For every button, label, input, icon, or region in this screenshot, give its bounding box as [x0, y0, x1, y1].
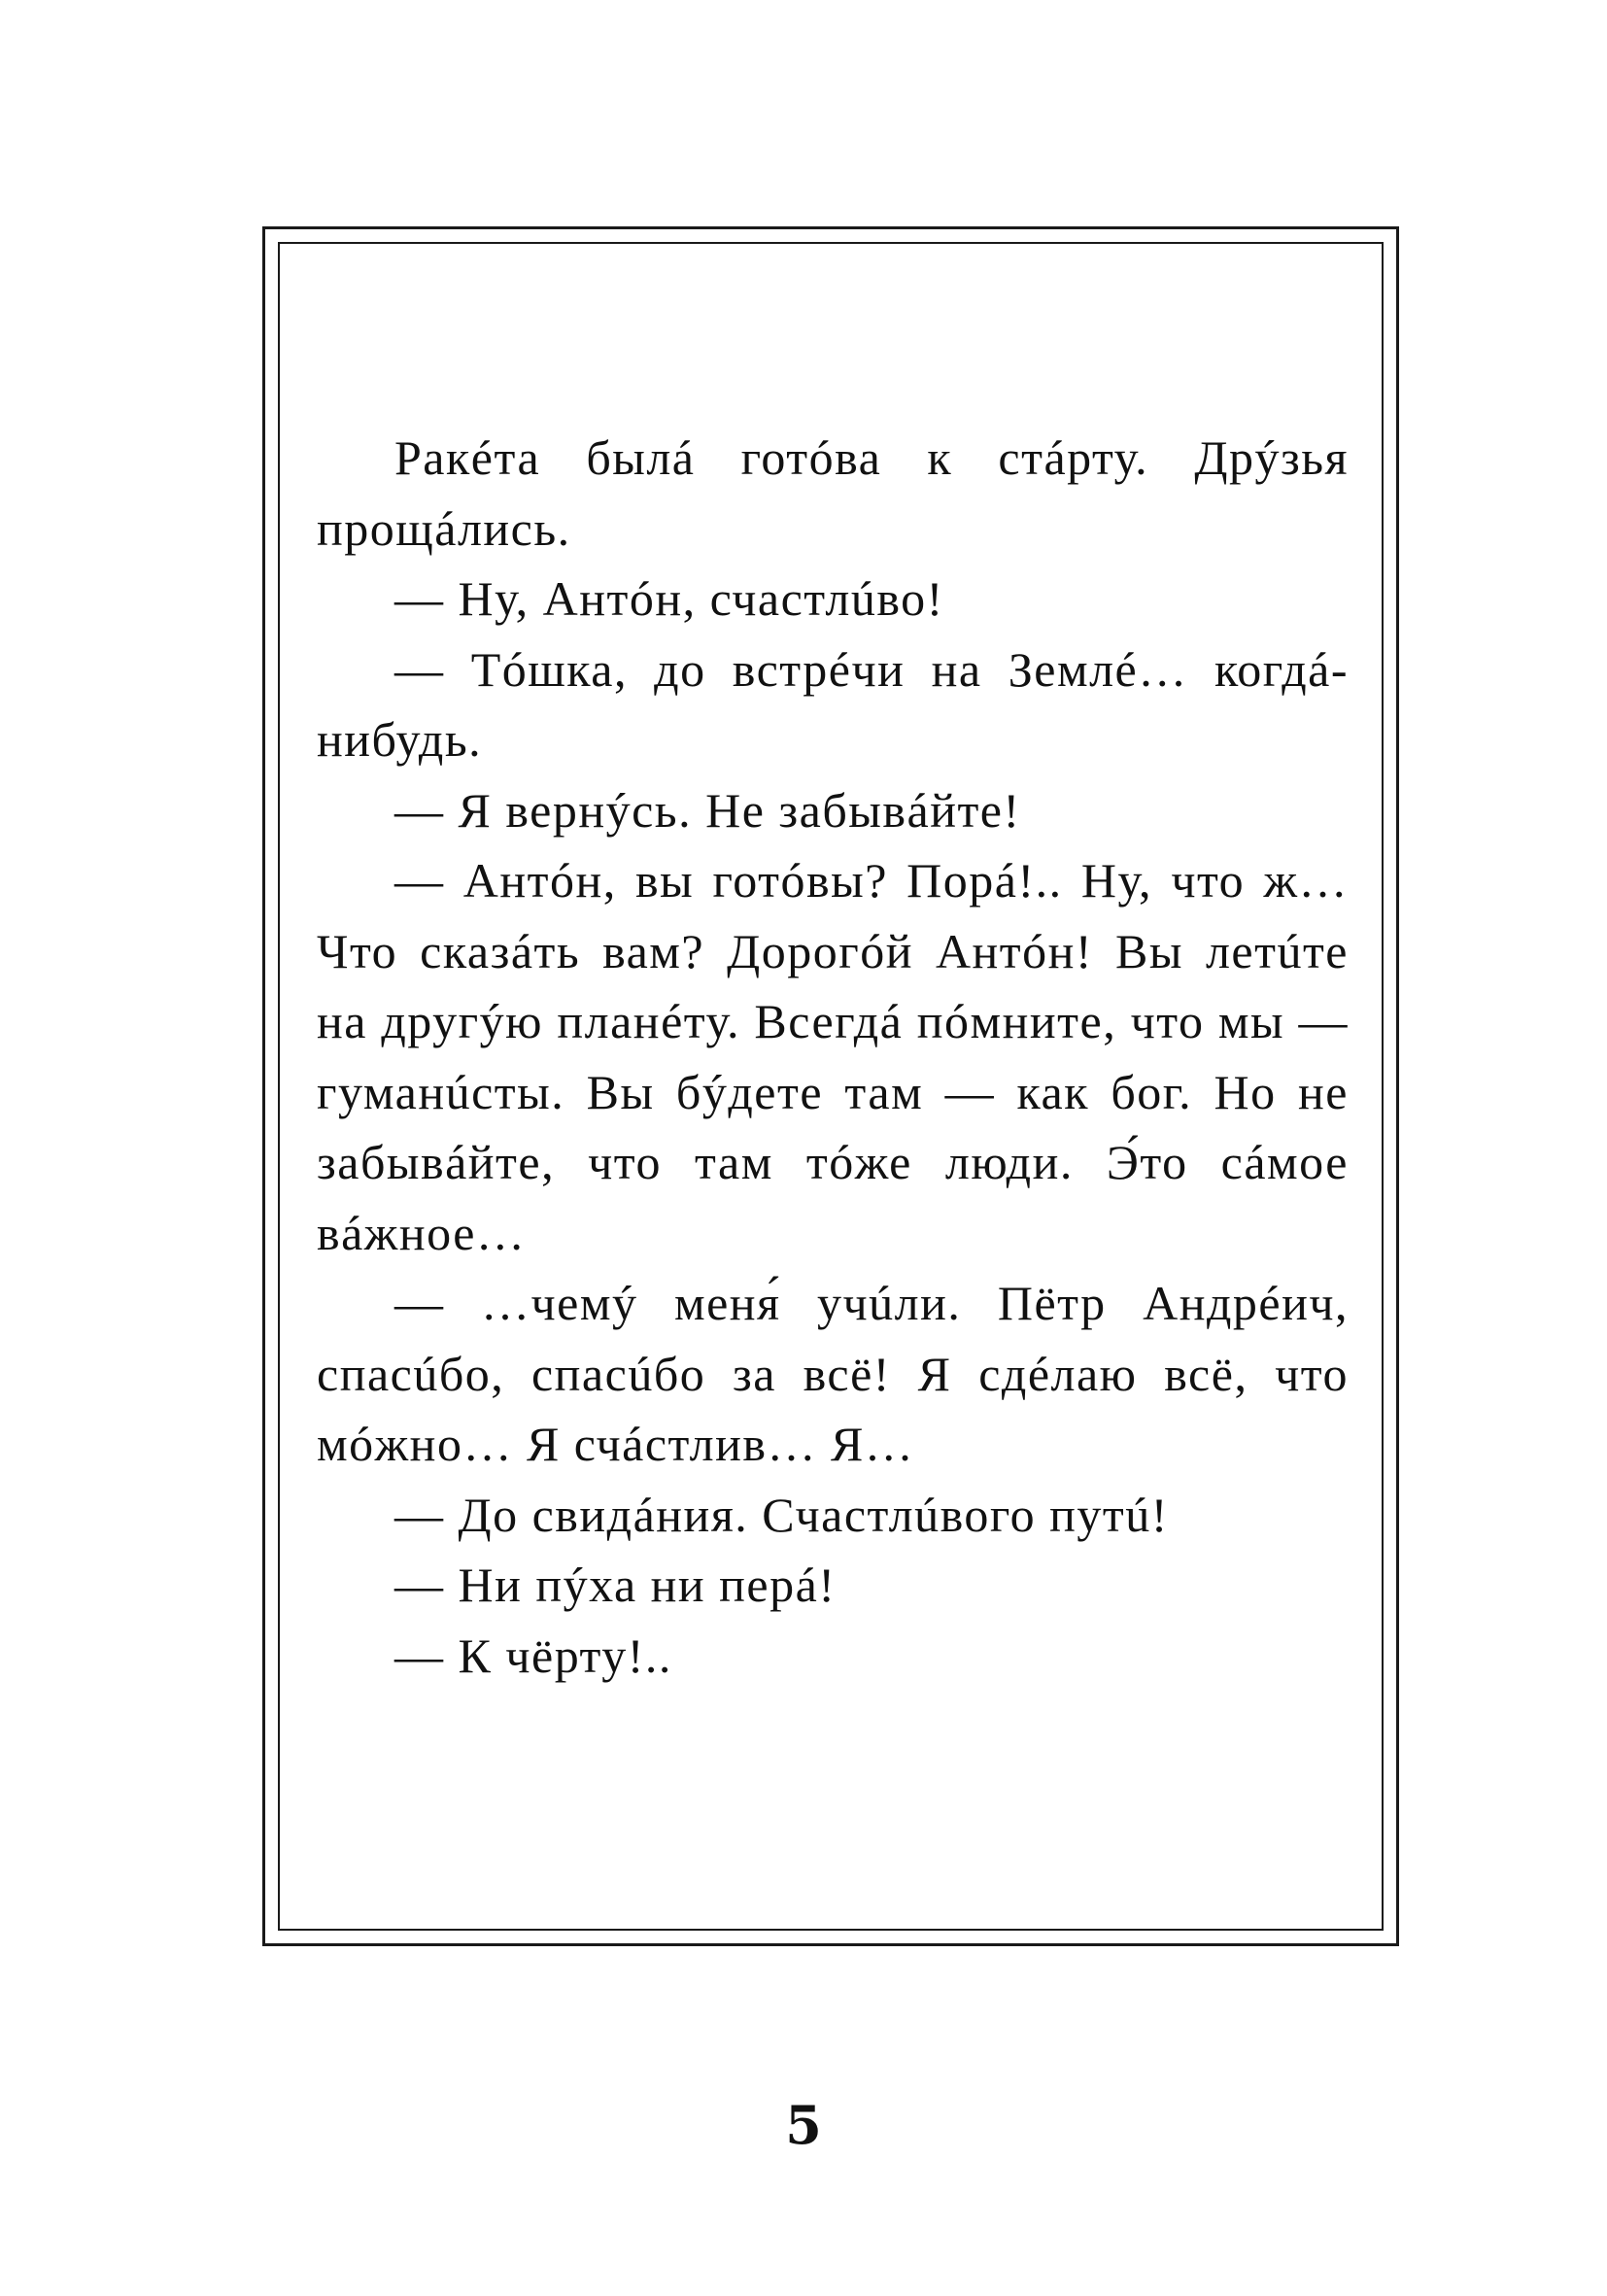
paragraph: — Ну, Антóн, счастлúво! [394, 571, 944, 626]
paragraph: — Тóшка, до встрéчи на Землé… когдá-нибудь. [317, 641, 1349, 767]
paragraph: — К чёрту!.. [394, 1628, 672, 1683]
paragraph: — Ни пýха ни перá! [394, 1558, 837, 1612]
page-number: 5 [785, 2094, 822, 2156]
paragraph: — Я вернýсь. Не забывáйте! [394, 782, 1021, 838]
paragraph: — До свидáния. Счастлúвого путú! [394, 1487, 1169, 1542]
paragraph: — …чемý меня́ учúли. Пётр Андрéич, спасúбо, спасúбо за всё! Я сдéлаю всё, что мóжно… Я счáстлив… Я… [317, 1276, 1349, 1471]
body-text [317, 423, 1349, 1691]
paragraph: — Антóн, вы готóвы? Порá!.. Ну, что ж… Что сказáть вам? Дорогóй Антóн! Вы летúте на другýю планéту. Всегдá пóмните, что мы — гуманúсты. Вы бýдете там — как бог. Но не забывáйте, что там тóже люди. Э́то сáмое вáжное… [317, 853, 1349, 1260]
paragraph: Ракéта былá готóва к стáрту. Дрýзья прощáлись. [317, 430, 1349, 556]
